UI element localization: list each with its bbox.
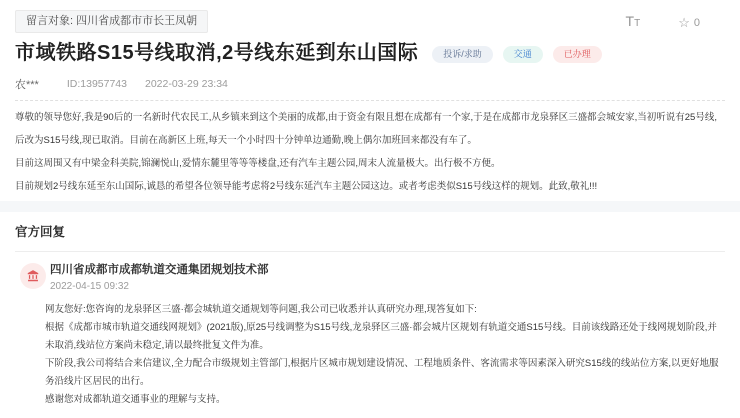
section-divider-band [0,201,740,212]
tag-list [432,46,602,63]
post-toolbar [626,14,700,31]
reply-date: 2022-04-15 09:32 [50,281,129,292]
star-icon: ☆ [678,14,690,30]
post-detail-card [0,0,740,198]
reply-paragraph: 网友您好:您咨询的龙泉驿区三盛·都会城轨道交通规划等问题,我公司已收悉并认真研究办理,现答复如下: [45,304,477,315]
government-building-icon [20,263,46,289]
favorite-button[interactable] [678,15,700,31]
reply-paragraph: 感谢您对成都轨道交通事业的理解与支持。 [45,394,226,405]
reply-paragraph: 下阶段,我公司将结合来信建议,全力配合市级规划主管部门,根据片区城市规划建设情况、工程地质条件、客流需求等因素深入研究S15线的线站位方案,以更好地服务沿线片区居民的出行。 [45,358,719,387]
post-meta-row [15,76,725,101]
reply-section-title: 官方回复 [15,225,66,239]
tag-traffic[interactable]: 交通 [503,46,543,63]
reply-header [15,263,725,292]
post-date: 2022-03-29 23:34 [144,78,228,90]
tag-complaint[interactable]: 投诉/求助 [432,46,493,63]
reply-body [45,301,725,418]
post-author: 农*** [15,79,39,91]
tag-status-badge: 已办理 [553,46,602,63]
official-reply-card [15,263,725,418]
favorite-count: 0 [693,16,700,29]
recipient-label: 留言对象: 四川省成都市市长王凤朝 [15,10,208,33]
title-row [15,41,725,65]
page-title: 市域铁路S15号线取消,2号线东延到东山国际 [15,42,419,64]
reply-head-text [50,263,269,292]
post-body [15,101,725,198]
post-paragraph: 目前规划2号线东延至东山国际,诚恳的希望各位领导能考虑将2号线东延汽车主题公园这边。或者考虑类似S15号线这样的规划。此致,敬礼!!! [15,181,598,192]
reply-department-name: 四川省成都市成都轨道交通集团规划技术部 [50,264,269,276]
post-paragraph: 尊敬的领导您好,我是90后的一名新时代农民工,从乡镇来到这个美丽的成都,由于资金有限且想在成都有一个家,于是在成都市龙泉驿区三盛都会城安家,当初听说有25号线,后改为S15号线,现已取消。目前在高新区上班,每天一个小时四十分钟单边通勤,晚上偶尔加班回来都没有车了。 [15,112,717,146]
reply-paragraph: 根据《成都市城市轨道交通线网规划》(2021版),原25号线调整为S15号线,龙泉驿区三盛·都会城片区规划有轨道交通S15号线。目前该线路还处于线网规划阶段,并未取消,线站位方案尚未稳定,请以最终批复文件为准。 [45,322,717,351]
post-user-id: ID:13957743 [66,78,127,90]
official-reply-section [0,212,740,418]
post-paragraph: 目前这周围又有中梁金科美院,锦澜悦山,爱情东麓里等等等楼盘,还有汽车主题公园,周末人流量极大。出行极不方便。 [15,158,501,169]
reply-divider [15,251,725,252]
font-size-toggle-icon[interactable]: TT [625,13,641,29]
